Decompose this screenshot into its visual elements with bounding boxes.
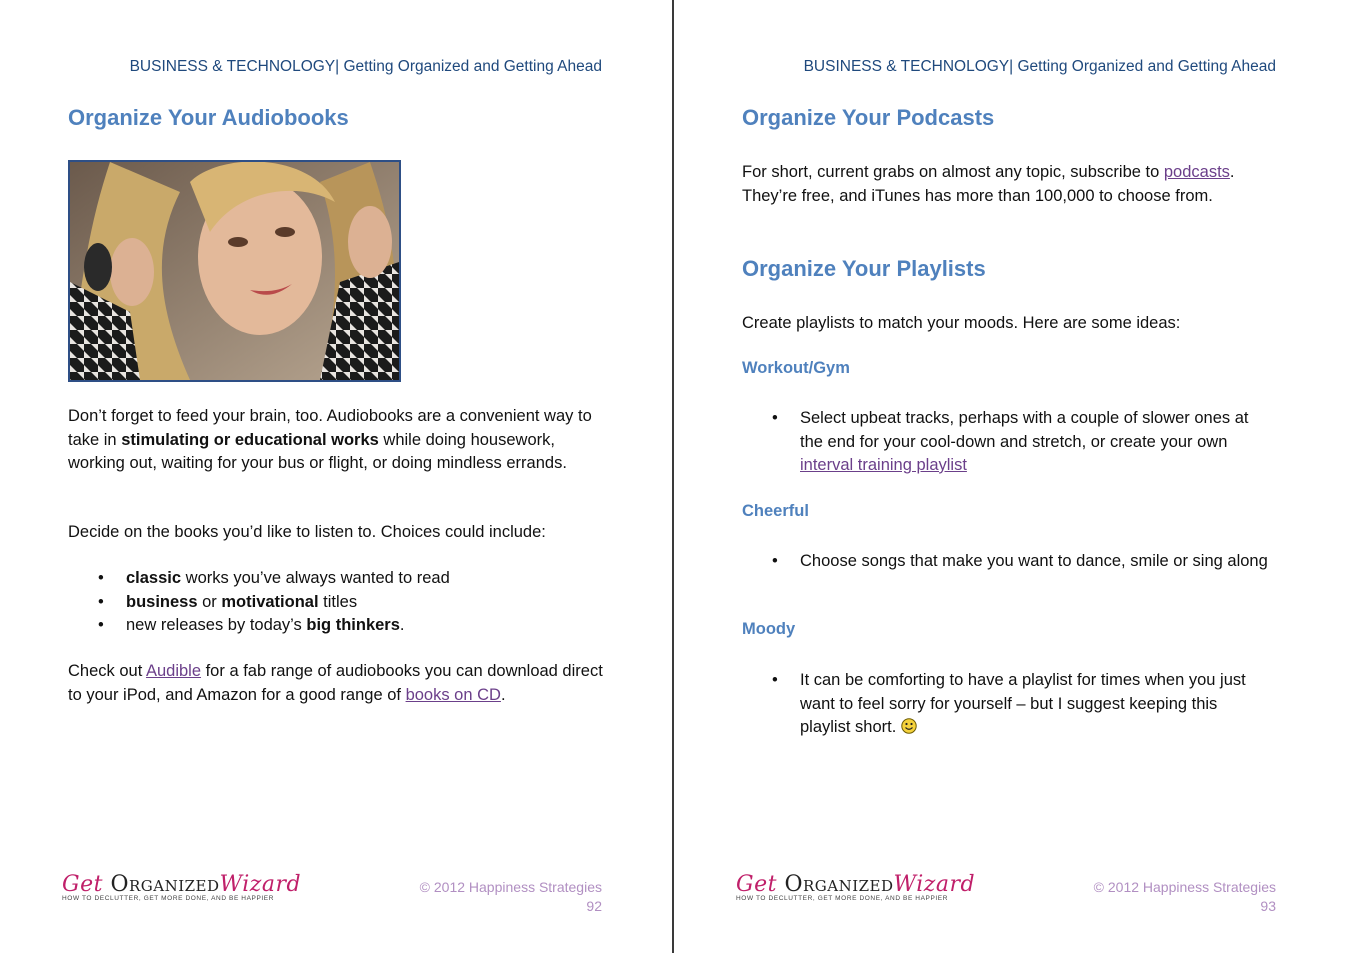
audiobooks-intro-paragraph: Don’t forget to feed your brain, too. Audiobooks are a convenient way to take in stimulating or educational works while doing housework, working out, waiting for your bus or flight, or doing mindless errands. <box>68 407 592 472</box>
running-header: BUSINESS & TECHNOLOGY| Getting Organized and Getting Ahead <box>803 58 1276 75</box>
subheading-workout: Workout/Gym <box>742 359 850 377</box>
workout-list <box>742 407 1272 478</box>
books-on-cd-link[interactable]: books on CD <box>405 685 501 704</box>
moody-list <box>742 669 1272 740</box>
interval-training-playlist-link[interactable]: interval training playlist <box>800 456 967 474</box>
page-92 <box>0 0 672 953</box>
footer-copyright: © 2012 Happiness Strategies 92 <box>419 879 602 914</box>
audible-link[interactable]: Audible <box>145 662 202 680</box>
playlists-intro: Create playlists to match your moods. Here are some ideas: <box>742 314 1181 332</box>
subheading-moody: Moody <box>742 620 796 638</box>
choices-intro: Decide on the books you’d like to listen to. Choices could include: <box>68 523 546 541</box>
get-organized-wizard-logo: Get OrganizedWizard HOW TO DECLUTTER, GET MORE DONE, AND BE HAPPIER <box>62 872 302 902</box>
woman-headphones-photo <box>68 160 401 382</box>
page-number: 92 <box>586 898 602 914</box>
audible-paragraph: Check out Audible for a fab range of audiobooks you can download direct to your iPod, and Amazon for a good range of books on CD. <box>68 662 603 704</box>
get-organized-wizard-logo: Get OrganizedWizard HOW TO DECLUTTER, GET MORE DONE, AND BE HAPPIER <box>736 872 976 902</box>
section-title-audiobooks: Organize Your Audiobooks <box>68 105 349 130</box>
book-choices-list <box>68 567 450 638</box>
cheerful-list <box>742 550 1272 574</box>
photo-illustration <box>70 162 399 380</box>
page-93 <box>674 0 1346 953</box>
list-item: • Select upbeat tracks, perhaps with a couple of slower ones at the end for your cool-down and stretch, or create your own interval training playlist <box>772 409 1249 474</box>
section-title-podcasts: Organize Your Podcasts <box>742 105 995 130</box>
list-item: • classic works you’ve always wanted to read <box>98 569 450 587</box>
list-item: • Choose songs that make you want to dance, smile or sing along <box>772 552 1268 570</box>
smiley-icon <box>901 718 917 734</box>
list-item: • business or motivational titles <box>98 592 358 611</box>
podcasts-paragraph: For short, current grabs on almost any topic, subscribe to podcasts. They’re free, and iTunes has more than 100,000 to choose from. <box>742 163 1235 205</box>
list-item: • It can be comforting to have a playlist for times when you just want to feel sorry for yourself – but I suggest keeping this playlist short. <box>772 671 1246 736</box>
podcasts-link[interactable]: podcasts <box>1163 163 1230 181</box>
section-title-playlists: Organize Your Playlists <box>742 256 986 281</box>
subheading-cheerful: Cheerful <box>742 502 809 520</box>
footer-copyright: © 2012 Happiness Strategies 93 <box>1093 879 1276 914</box>
running-header: BUSINESS & TECHNOLOGY| Getting Organized and Getting Ahead <box>129 58 602 75</box>
list-item: • new releases by today’s big thinkers. <box>98 616 405 634</box>
page-number: 93 <box>1260 898 1276 914</box>
